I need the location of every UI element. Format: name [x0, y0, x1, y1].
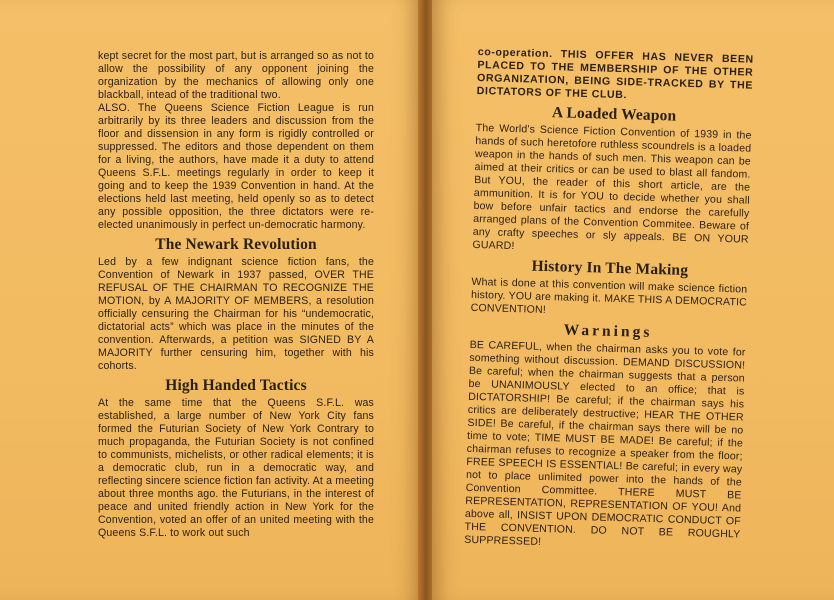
heading-newark-revolution: The Newark Revolution [155, 236, 317, 253]
right-paragraph-3: What is done at this convention will make science fiction history. YOU are making it. MAKE THIS A DEMOCRATIC CONVENTION! [470, 275, 748, 316]
right-paragraph-4: BE CAREFUL, when the chairman asks you to vote for something without discussion. DEMAND DISCUSSION! Be careful; when the chairman suggests that a person be UNANIMOUSLY elected to an office; that is DICTATORSHIP! Be careful; if the chairman says his critics are deliberately destructive; HEAR THE OTHER SIDE! Be careful, if the chairman says there will be no time to vote; TIME MUST BE MADE! Be careful; if the chairman refuses to recognize a speaker from the floor; FREE SPEECH IS ESSENTIAL! Be careful; in every way not to place unlimited power into the hands of the Convention Committee. THERE MUST BE REPRESENTATION, REPRESENTATION OF YOU! And above all, INSIST UPON DEMOCRATIC CONDUCT OF THE CONVENTION. DO NOT BE ROUGHLY SUPPRESSED! [464, 338, 746, 548]
heading-history-in-the-making: History In The Making [531, 257, 689, 279]
right-paragraph-1: co-operation. THIS OFFER HAS NEVER BEEN PLACED TO THE MEMBERSHIP OF THE OTHER ORGANIZATION, BEING SIDE-TRACKED BY THE DICTATORS OF THE CLUB. [476, 46, 754, 102]
left-paragraph-3: Led by a few indignant science fiction fans, the Convention of Newark in 1937 passed, OVER THE REFUSAL OF THE CHAIRMAN TO RECOGNIZE THE MOTION, by A MAJORITY OF MEMBERS, a resolution officially censuring the Chairman for his “undemocratic, dictatorial acts” which was place in the minutes of the convention. Afterwards, a petition was SIGNED BY A MAJORITY further censuring him, together with his cohorts. [98, 256, 374, 372]
left-text-column [98, 50, 374, 540]
heading-loaded-weapon: A Loaded Weapon [551, 104, 677, 125]
right-text-column [464, 46, 754, 555]
right-paragraph-2: The World's Science Fiction Convention of 1939 in the hands of such heretofore ruthless scoundrels is a loaded weapon in the hands of such men. This weapon can be aimed at their critics or can be used to blast all fandom. But YOU, the reader of this short article, are the ammunition. It is for YOU to decide whether you shall bow before unfair tactics and endorse the carefully arranged plans of the Convention Commitee. Beware of any crafty speeches or sly appeals. BE ON YOUR GUARD! [472, 121, 752, 253]
left-paragraph-2: ALSO. The Queens Science Fiction League is run arbitrarily by its three leaders and discussion from the floor and dissension in any form is rigidly controlled or suppressed. The editors and those dependent on them for a living, the authors, have made it a duty to attend Queens S.F.L. meetings regularly in order to keep it going and to keep the 1939 Convention in hand. At the elections held last meeting, held openly so as to detect any possible opposition, the three dictators were re-elected unanimously in perfect un-democratic harmony. [98, 102, 374, 231]
left-paragraph-4: At the same time that the Queens S.F.L. was established, a large number of New York City fans formed the Futurian Society of New York Contrary to much propaganda, the Futurian Society is not confined to communists, michelists, or other radical elements; it is a democratic club, run in a democratic way, and reflecting sincere science fiction fan activity. At a meeting about three months ago. the Futurians, in the interest of peace and united friendly action in New York for the Convention, voted an offer of an united meeting with the Queens S.F.L. to work out such [98, 397, 374, 539]
left-paragraph-1: kept secret for the most part, but is arranged so as not to allow the possibility of any opponent joining the organization by the mechanics of allowing only one blackball, intead of the traditional two. [98, 50, 374, 101]
heading-warnings: Warnings [563, 321, 653, 341]
heading-high-handed-tactics: High Handed Tactics [165, 377, 307, 394]
